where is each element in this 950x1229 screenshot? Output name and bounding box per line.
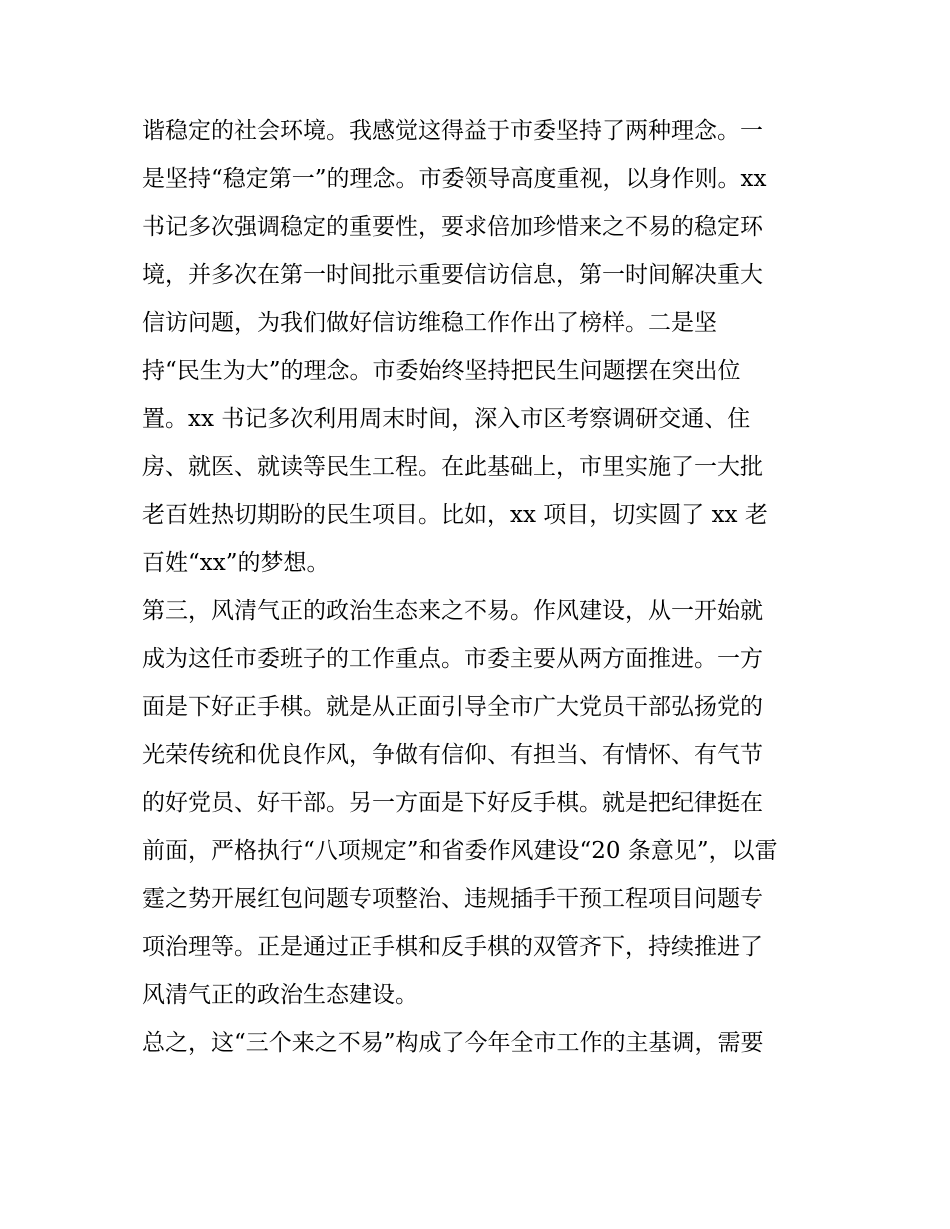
paragraph-stability	[142, 107, 822, 587]
text-line: 面是下好正手棋。就是从正面引导全市广大党员干部弘扬党的	[142, 694, 763, 720]
text-line: 置。xx 书记多次利用周末时间，深入市区考察调研交通、住	[142, 406, 751, 432]
text-line: 的好党员、好干部。另一方面是下好反手棋。就是把纪律挺在	[142, 790, 763, 816]
paragraph-summary	[142, 1019, 822, 1067]
text-line: 风清气正的政治生态建设。	[142, 982, 418, 1008]
text-line: 谐稳定的社会环境。我感觉这得益于市委坚持了两种理念。一	[142, 118, 763, 144]
text-line: 前面，严格执行“八项规定”和省委作风建设“20 条意见”，以雷	[142, 838, 778, 864]
text-line: 房、就医、就读等民生工程。在此基础上，市里实施了一大批	[142, 454, 763, 480]
text-line: 百姓“xx”的梦想。	[142, 550, 330, 576]
text-line: 境，并多次在第一时间批示重要信访信息，第一时间解决重大	[142, 262, 763, 288]
text-line: 持“民生为大”的理念。市委始终坚持把民生问题摆在突出位	[142, 358, 741, 384]
text-line: 是坚持“稳定第一”的理念。市委领导高度重视，以身作则。xx	[142, 166, 767, 192]
text-line: 光荣传统和优良作风，争做有信仰、有担当、有情怀、有气节	[142, 742, 763, 768]
paragraph-political-ecology	[142, 587, 822, 1019]
text-line: 老百姓热切期盼的民生项目。比如，xx 项目，切实圆了 xx 老	[142, 502, 768, 528]
text-line: 项治理等。正是通过正手棋和反手棋的双管齐下，持续推进了	[142, 934, 763, 960]
text-line: 信访问题，为我们做好信访维稳工作作出了榜样。二是坚	[142, 310, 717, 336]
text-line: 霆之势开展红包问题专项整治、违规插手干预工程项目问题专	[142, 886, 763, 912]
text-line: 成为这任市委班子的工作重点。市委主要从两方面推进。一方	[142, 646, 763, 672]
text-line: 第三，风清气正的政治生态来之不易。作风建设，从一开始就	[142, 598, 763, 624]
document-body	[142, 107, 822, 1067]
text-line: 总之，这“三个来之不易”构成了今年全市工作的主基调，需要	[142, 1030, 764, 1056]
text-line: 书记多次强调稳定的重要性，要求倍加珍惜来之不易的稳定环	[142, 214, 763, 240]
